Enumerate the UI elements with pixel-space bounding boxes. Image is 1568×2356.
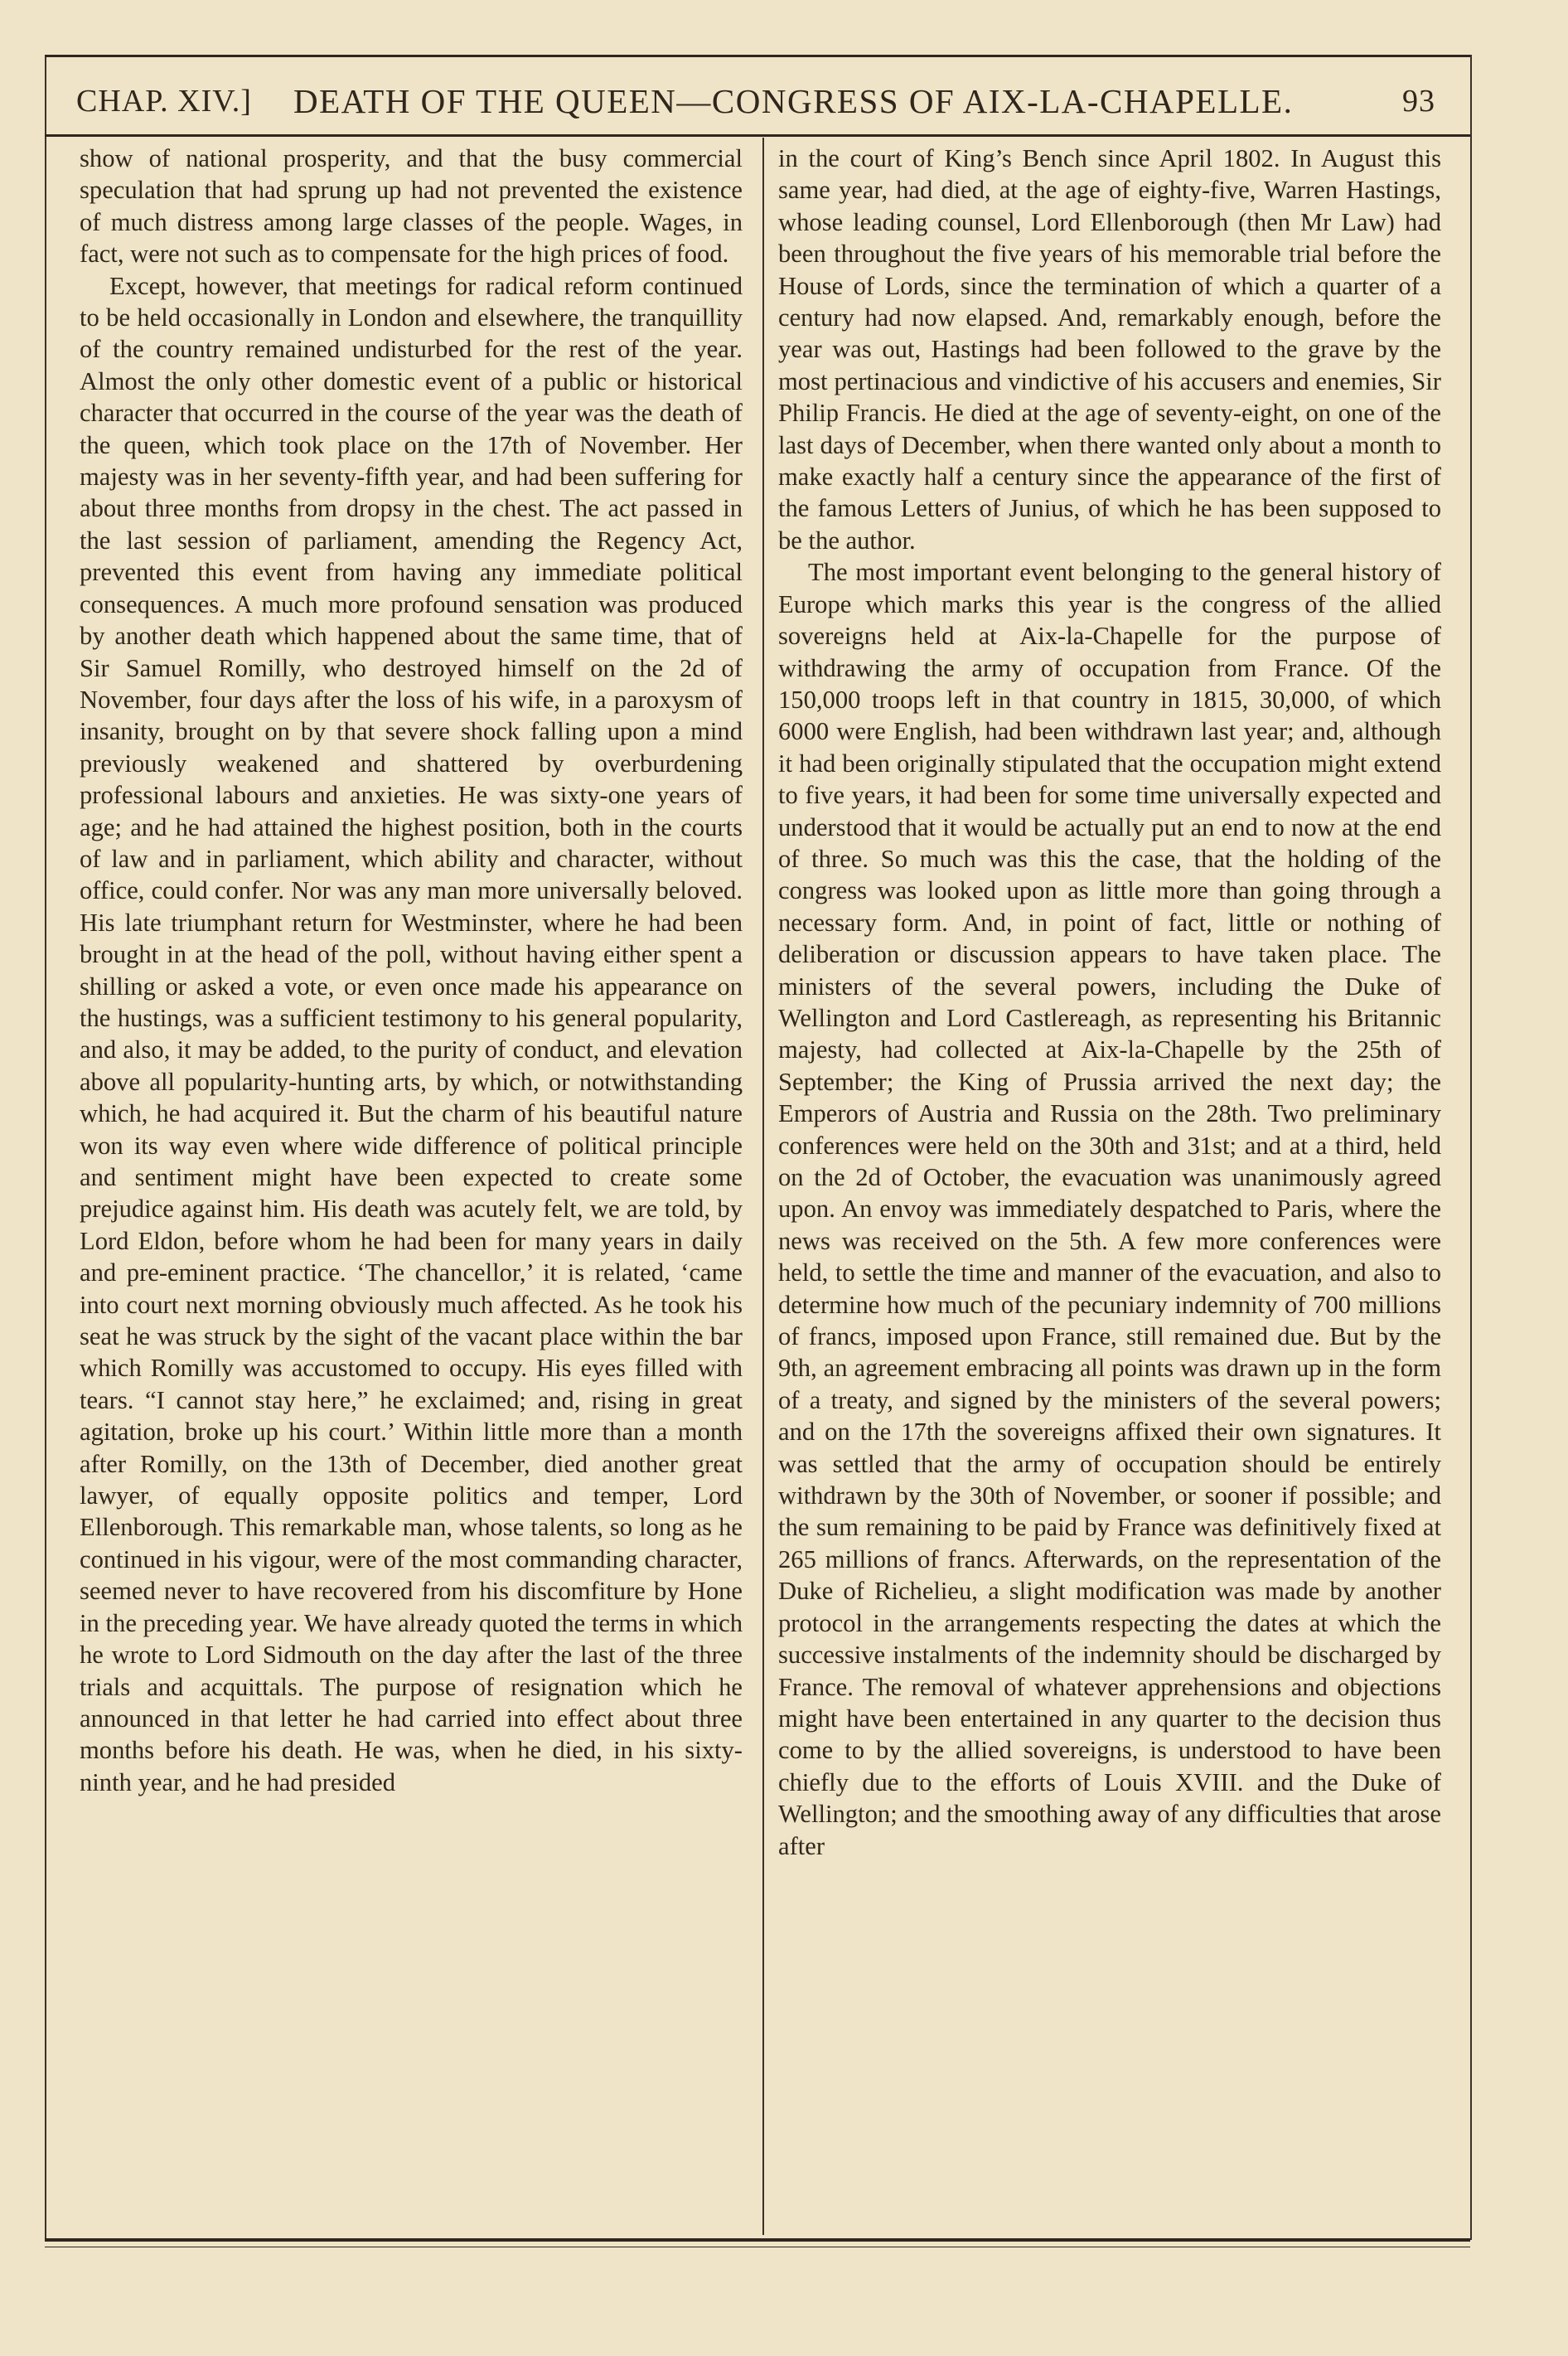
paragraph-queen-death: Except, however, that meetings for radical reform continued to be held occasionally in London and elsewhere, the tranquillity of the country remained undisturbed for the rest of the year. Almost the only other domestic event of a public or historical character that occurred in the course of the year was the death of the queen, which took place on the 17th of November. Her majesty was in her seventy-fifth year, and had been suffering for about three months from dropsy in the chest. The act passed in the last session of parliament, amending the Regency Act, prevented this event from having any immediate political consequences. A much more profound sensation was produced by another death which happened about the same time, that of Sir Samuel Romilly, who destroyed himself on the 2d of November, four days after the loss of his wife, in a paroxysm of insanity, brought on by that severe shock falling upon a mind previously weakened and shattered by overburdening professional labours and anxieties. He was sixty-one years of age; and he had attained the highest position, both in the courts of law and in parliament, which ability and character, without office, could confer. Nor was any man more universally beloved. His late triumphant return for Westminster, where he had been brought in at the head of the poll, without having either spent a shilling or asked a vote, or even once made his appearance on the hustings, was a sufficient testimony to his general popularity, and also, it may be added, to the purity of conduct, and elevation above all popularity-hunting arts, by which, or notwithstanding which, he had acquired it. But the charm of his beautiful nature won its way even where wide difference of political principle and sentiment might have been expected to create some prejudice against him. His death was acutely felt, we are told, by Lord Eldon, before whom he had been for many years in daily and pre-eminent practice. ‘The chancellor,’ it is related, ‘came into court next morning obviously much affected. As he took his seat he was struck by the sight of the vacant place within the bar which Romilly was accustomed to occupy. His eyes filled with tears. “I cannot stay here,” he exclaimed; and, rising in great agitation, broke up his court.’ Within little more than a month after Romilly, on the 13th of December, died another great lawyer, of equally opposite politics and temper, Lord Ellenborough. This remarkable man, whose talents, so long as he continued in his vigour, were of the most commanding character, seemed never to have recovered from his discomfiture by Hone in the preceding year. We have already quoted the terms in which he wrote to Lord Sidmouth on the day after the last of the three trials and acquittals. The purpose of resignation which he announced in that letter he had carried into effect about three months before his death. He was, when he died, in his sixty-ninth year, and he had presided (80, 271, 743, 1796)
column-divider (762, 138, 764, 2235)
paragraph-continued: show of national prosperity, and that the busy commercial speculation that had sprung up had not prevented the existence of much distress among large classes of the people. Wages, in fact, were not such as to compensate for the high prices of food. (80, 144, 743, 269)
page-number: 93 (1402, 84, 1435, 119)
paragraph-congress: The most important event belonging to the general history of Europe which marks this year is the congress of the allied sovereigns held at Aix-la-Chapelle for the purpose of withdrawing the army of occupation from France. Of the 150,000 troops left in that country in 1815, 30,000, of which 6000 were English, had been withdrawn last year; and, although it had been originally stipulated that the occupation might extend to five years, it had been for some time universally expected and understood that it would be actually put an end to now at the end of three. So much was this the case, that the holding of the congress was looked upon as little more than going through a necessary form. And, in point of fact, little or nothing of deliberation or discussion appears to have taken place. The ministers of the several powers, including the Duke of Wellington and Lord Castlereagh, as representing his Britannic majesty, had collected at Aix-la-Chapelle by the 25th of September; the King of Prussia arrived the next day; the Emperors of Austria and Russia on the 28th. Two preliminary conferences were held on the 30th and 31st; and at a third, held on the 2d of October, the evacuation was unanimously agreed upon. An envoy was immediately despatched to Paris, where the news was received on the 5th. A few more conferences were held, to settle the time and manner of the evacuation, and also to determine how much of the pecuniary indemnity of 700 millions of francs, imposed upon France, still remained due. But by the 9th, an agreement embracing all points was drawn up in the form of a treaty, and signed by the ministers of the several powers; and on the 17th the sovereigns affixed their own signatures. It was settled that the army of occupation should be entirely withdrawn by the 30th of November, or sooner if possible; and the sum remaining to be paid by France was definitively fixed at 265 millions of francs. Afterwards, on the representation of the Duke of Richelieu, a slight modification was made by another protocol in the arrangements respecting the dates at which the successive instalments of the indemnity should be discharged by France. The removal of whatever apprehensions and objections might have been entertained in any quarter to the decision thus come to by the allied sovereigns, is understood to have been chiefly due to the efforts of Louis XVIII. and the Duke of Wellington; and the smoothing away of any difficulties that arose after (778, 558, 1441, 1860)
bottom-rule (45, 2238, 1470, 2242)
paragraph-continued-right: in the court of King’s Bench since April 1802. In August this same year, had died, at the age of eighty-five, Warren Hastings, whose leading counsel, Lord Ellenborough (then Mr Law) had been throughout the five years of his memorable trial before the House of Lords, since the termination of which a quarter of a century had now elapsed. And, remarkably enough, before the year was out, Hastings had been followed to the grave by the most pertinacious and vindictive of his accusers and enemies, Sir Philip Francis. He died at the age of seventy-eight, on one of the last days of December, when there wanted only about a month to make exactly half a century since the appearance of the first of the famous Letters of Junius, of which he has been supposed to be the author. (778, 144, 1441, 555)
chapter-label: CHAP. XIV.] (76, 84, 252, 119)
left-column (80, 143, 743, 1798)
running-head (76, 76, 1435, 126)
right-column (778, 143, 1441, 1862)
page-title: DEATH OF THE QUEEN—CONGRESS OF AIX-LA-CHAPELLE. (293, 82, 1294, 120)
top-rule (45, 55, 1470, 57)
header-rule (45, 134, 1470, 137)
